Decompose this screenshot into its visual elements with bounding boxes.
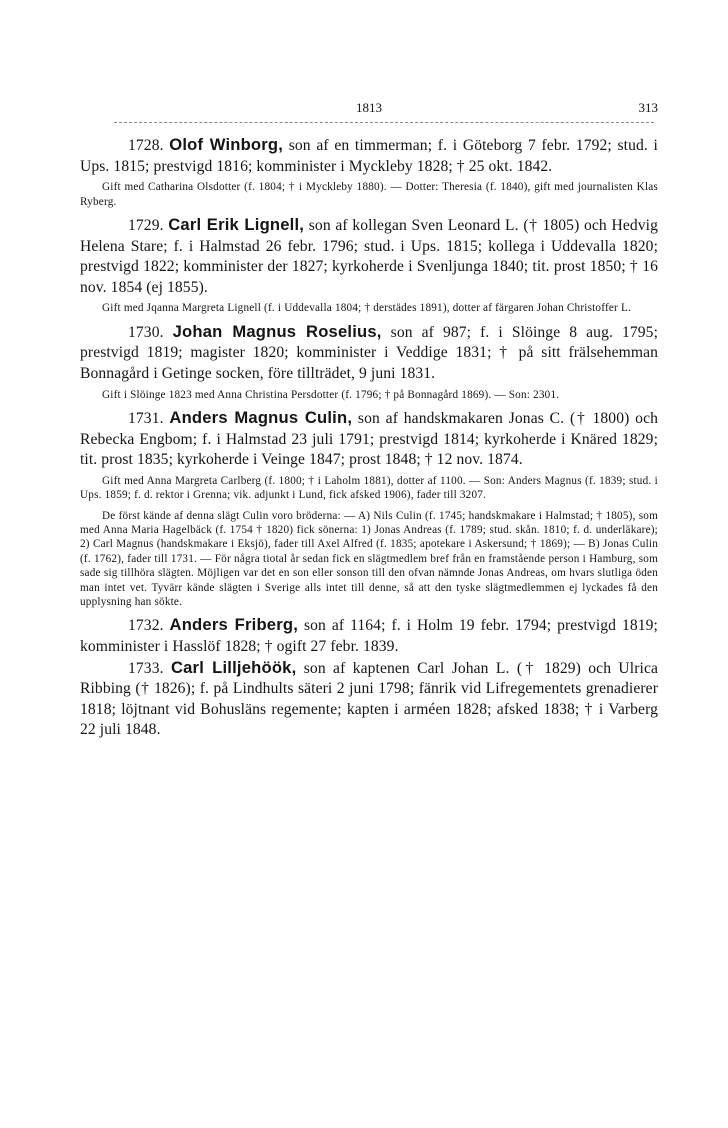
entry-1729 [80, 215, 658, 316]
entry-name: Olof Winborg, [169, 135, 284, 154]
entry-main-paragraph [80, 658, 658, 741]
entry-name: Anders Magnus Culin, [169, 407, 353, 427]
entry-main-paragraph [80, 408, 658, 471]
entry-name: Anders Friberg, [169, 615, 299, 635]
entry-main-paragraph [80, 615, 658, 657]
entry-note: Gift med Catharina Olsdotter (f. 1804; † i Myckleby 1880). — Dotter: Theresia (f. 1840), gift med journalisten Klas Ryberg. [80, 181, 658, 208]
entry-text: son af 1164; f. i Holm 19 febr. 1794; prestvigd 1819; komminister i Hasslöf 1828; † ogift 27 febr. 1839. [80, 617, 658, 655]
entry-name: Carl Lilljehöök, [170, 657, 297, 677]
entry-1732 [80, 615, 658, 657]
entry-number: 1730. [128, 323, 164, 341]
entry-text: son af 987; f. i Slöinge 8 aug. 1795; prestvigd 1819; magister 1820; komminister i Veddige 1831; † på sitt frälsehemman Bonnagård i Getinge socken, före tillträdet, 9 juni 1831. [80, 323, 659, 382]
entry-text: son af handskmakaren Jonas C. († 1800) och Rebecka Engbom; f. i Halmstad 23 juli 1791; prestvigd 1814; kyrkoherde i Knäred 1829; tit. prost 1835; kyrkoherde i Veinge 1847; prost 1848; † 12 nov. 1874. [80, 409, 658, 469]
entry-text: son af en timmerman; f. i Göteborg 7 febr. 1792; stud. i Ups. 1815; prestvigd 1816; komminister i Myckleby 1828; † 25 okt. 1842. [80, 137, 658, 175]
entry-note: Gift med Jqanna Margreta Lignell (f. i Uddevalla 1804; † derstädes 1891), dotter af färgaren Johan Christoffer L. [102, 302, 631, 315]
entry-note: De först kände af denna slägt Culin voro bröderna: — A) Nils Culin (f. 1745; handskmakare i Halmstad; † 1805), som med Anna Maria Hagelbäck (f. 1754 † 1820) fick sönerna: 1) Jonas Andreas (f. 1789; stud. skån. 1810; f. d. underläkare); 2) Carl Magnus (handskmakare i Eksjö), fader till Axel Alfred (f. 1835; apotekare i Askersund; † 1869); — B) Jonas Culin (f. 1762), fader till 1731. — För några tiotal år sedan fick en slägtmedlem bref från en framstående person i Hamburg, som sade sig tillhöra slägten. Möjligen var det en son eller sonson till den ofvan nämnde Jonas Andreas, om hvars slutliga öden man intet vet. Tyvärr kände slägten i Sverige alls intet till denne, så att den tyske slägtmedlemmen ej lyckades få den upplysning han sökte. [80, 509, 658, 608]
header-year: 1813 [356, 100, 382, 115]
entry-number: 1731. [128, 409, 164, 427]
entry-1728 [80, 135, 658, 209]
page-number: 313 [638, 100, 658, 115]
entry-1731 [80, 408, 658, 609]
entry-note: Gift i Slöinge 1823 med Anna Christina Persdotter (f. 1796; † på Bonnagård 1869). — Son: 2301. [102, 388, 560, 401]
entry-text: son af kollegan Sven Leonard L. († 1805) och Hedvig Helena Stare; f. i Halmstad 26 febr. 1796; stud. i Ups. 1815; kollega i Uddevalla 1820; prestvigd 1822; komminister der 1827; kyrkoherde i Svenljunga 1840; tit. prost 1850; † 16 nov. 1854 (ej 1855). [80, 217, 658, 296]
entry-main-paragraph [80, 322, 658, 385]
entry-number: 1729. [128, 217, 164, 234]
entry-1733 [80, 658, 658, 741]
entry-name: Johan Magnus Roselius, [172, 321, 382, 341]
entry-number: 1733. [128, 659, 164, 677]
entry-1730 [80, 322, 658, 402]
document-page [80, 96, 658, 741]
entry-note: Gift med Anna Margreta Carlberg (f. 1800; † i Laholm 1881), dotter af 1100. — Son: Anders Magnus (f. 1839; stud. i Ups. 1859; f. d. rektor i Grenna; vik. adjunkt i Lund, fick afsked 1906), fader till 3207. [80, 474, 658, 502]
header-rule [114, 122, 654, 123]
entry-number: 1728. [128, 137, 164, 154]
entry-number: 1732. [128, 617, 164, 635]
entry-main-paragraph [80, 215, 658, 298]
running-header [80, 96, 658, 116]
entry-text: son af kaptenen Carl Johan L. († 1829) och Ulrica Ribbing († 1826); f. på Lindhults säteri 2 juni 1798; fänrik vid Lifregementets grenadierer 1818; löjtnant vid Bohusläns regemente; kapten i arméen 1828; afsked 1838; † i Varberg 22 juli 1848. [80, 659, 658, 739]
entry-main-paragraph [80, 135, 658, 177]
entry-name: Carl Erik Lignell, [168, 215, 305, 234]
